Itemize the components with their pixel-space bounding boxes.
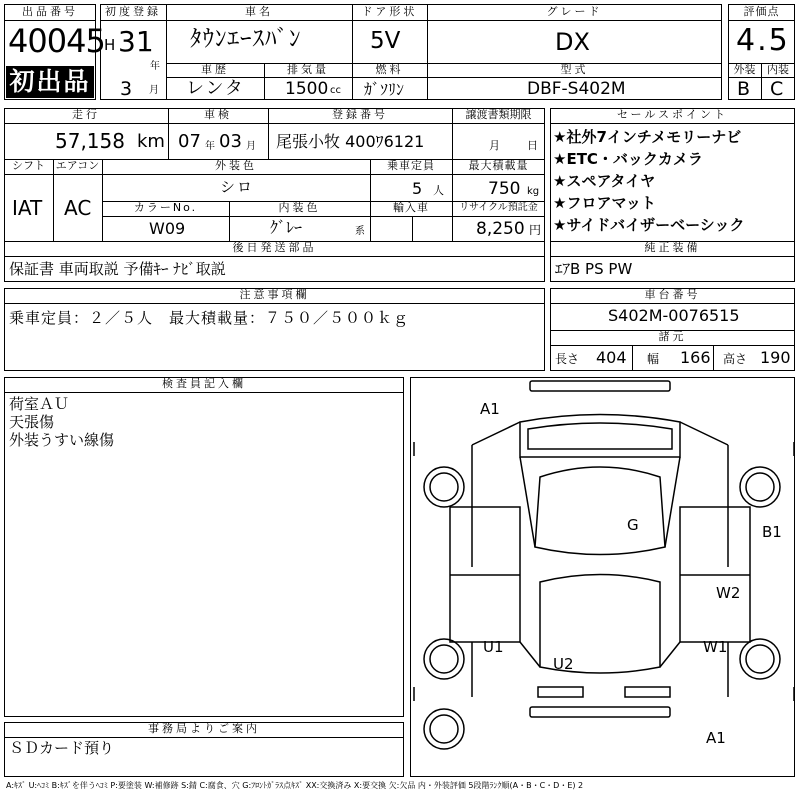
- load-label: 最大積載量: [468, 159, 529, 172]
- color-number: W09: [149, 219, 186, 238]
- transfer-day-unit: 日: [527, 139, 538, 152]
- office-label: 事務局よりご案内: [148, 722, 260, 735]
- later-parts-text: 保証書 車両取説 予備ｷｰ ﾅﾋﾞ取説: [9, 260, 226, 278]
- exterior-grade: B: [737, 78, 751, 100]
- insp-year-unit: 年: [205, 141, 215, 152]
- office-text: ＳＤカード預り: [9, 739, 115, 757]
- grade-label: グレード: [546, 5, 603, 18]
- lot-number: 40045: [8, 22, 105, 60]
- grade: DX: [555, 28, 590, 56]
- caution-text: 乗車定員：２／５人 最大積載量：７５０／５００ｋｇ: [9, 309, 410, 327]
- capacity-label: 乗車定員: [387, 159, 435, 172]
- max-load: 750: [488, 179, 521, 199]
- car-name-label: 車名: [245, 5, 273, 18]
- reg-month: 3: [120, 78, 133, 100]
- km-unit: km: [137, 131, 165, 152]
- inspection-label: 車検: [204, 108, 232, 121]
- damage-mark: U2: [553, 655, 574, 673]
- era: H: [104, 36, 116, 54]
- month-unit: 月: [149, 85, 159, 96]
- damage-mark: U1: [483, 638, 504, 656]
- model: DBF-S402M: [527, 79, 626, 99]
- damage-mark: G: [627, 516, 639, 534]
- interior-label: 内装: [767, 63, 789, 76]
- mileage-label: 走行: [72, 108, 100, 121]
- reg-no-label: 登録番号: [332, 108, 388, 121]
- genuine-equipment: ｴｱB PS PW: [555, 260, 633, 278]
- person-unit: 人: [433, 184, 444, 197]
- dims-label: 諸元: [658, 330, 687, 343]
- kei-unit: 系: [355, 226, 365, 237]
- damage-mark: W2: [716, 584, 741, 602]
- width: 166: [680, 348, 711, 367]
- damage-mark: B1: [762, 523, 782, 541]
- inspector-line: 外装うすい線傷: [9, 431, 115, 449]
- ac-label: エアコン: [55, 159, 100, 172]
- sales-point-item: ★サイドバイザーベーシック: [553, 216, 745, 234]
- yen-unit: 円: [529, 223, 542, 237]
- interior-grade: C: [770, 78, 784, 100]
- inspector-label: 検査員記入欄: [162, 377, 246, 390]
- body-color: シロ: [220, 178, 255, 196]
- door-label: ドア形状: [361, 5, 418, 18]
- model-label: 型式: [560, 63, 589, 76]
- recycle-label: リサイクル預託金: [459, 202, 538, 213]
- fuel-label: 燃料: [375, 63, 404, 76]
- car-name: ﾀｳﾝｴｰｽﾊﾞﾝ: [190, 26, 302, 52]
- first-reg-label: 初度登録: [105, 5, 161, 18]
- sales-point-item: ★スペアタイヤ: [553, 172, 656, 190]
- interior-color: ｸﾞﾚｰ: [270, 218, 303, 237]
- inspector-line: 荷室ＡＵ: [9, 395, 70, 413]
- sales-points-label: セールスポイント: [616, 108, 728, 121]
- inspector-line: 天張傷: [9, 413, 55, 431]
- chassis-label: 車台番号: [644, 288, 701, 301]
- later-parts-label: 後日発送部品: [232, 241, 317, 254]
- sales-point-item: ★社外7インチメモリーナビ: [553, 128, 742, 146]
- color-label: 外装色: [215, 159, 257, 172]
- length-label: 長さ: [555, 352, 580, 366]
- inspection-year: 07: [178, 131, 201, 152]
- caution-label: 注意事項欄: [239, 288, 310, 301]
- door-type: 5V: [370, 28, 401, 54]
- reg-year: 31: [118, 25, 154, 58]
- sales-point-item: ★フロアマット: [553, 194, 656, 212]
- score-label: 評価点: [743, 5, 780, 18]
- inspector-box: [4, 377, 404, 717]
- length: 404: [596, 348, 627, 367]
- shift: IAT: [12, 196, 43, 220]
- mileage: 57,158: [55, 129, 125, 153]
- cc-unit: cc: [330, 85, 341, 96]
- damage-mark: W1: [703, 638, 728, 656]
- vehicle-diagram: [410, 377, 795, 777]
- height: 190: [760, 348, 791, 367]
- recycle-fee: 8,250: [476, 219, 525, 239]
- lot-label: 出品番号: [22, 5, 78, 18]
- chassis-number: S402M-0076515: [608, 306, 740, 325]
- shift-label: シフト: [12, 159, 45, 172]
- capacity: 5: [412, 179, 423, 198]
- history-label: 車歴: [201, 63, 229, 76]
- import-label: 輸入車: [393, 201, 429, 214]
- displacement: 1500: [285, 79, 329, 99]
- insp-month-unit: 月: [246, 141, 256, 152]
- damage-mark: A1: [480, 400, 500, 418]
- first-listing-badge: 初出品: [6, 66, 94, 98]
- sales-point-item: ★ETC・バックカメラ: [553, 150, 703, 168]
- fuel: ｶﾞｿﾘﾝ: [364, 80, 405, 99]
- width-label: 幅: [647, 352, 660, 366]
- genuine-label: 純正装備: [644, 241, 701, 254]
- damage-mark: A1: [706, 729, 726, 747]
- score: 4.5: [736, 23, 790, 58]
- color-no-label: カラーNo.: [133, 201, 198, 214]
- history: レンタ: [186, 78, 245, 99]
- air-conditioner: AC: [64, 196, 92, 220]
- kg-unit: kg: [527, 186, 540, 197]
- legend-text: A:ｷｽﾞ U:ﾍｺﾐ B:ｷｽﾞを伴うﾍｺﾐ P:要塗装 W:補修跡 S:錆 C:腐食、穴 G:ﾌﾛﾝﾄｶﾞﾗｽ点ｷｽﾞ XX:交換済み X:要交換 欠:欠品 内・外装評価 5段階ﾗﾝｸ順(A・B・C・D・E) 2: [6, 781, 584, 790]
- inspection-month: 03: [219, 131, 242, 152]
- interior-color-label: 内装色: [278, 201, 321, 214]
- registration-number: 尾張小牧 400ﾜ6121: [276, 132, 425, 151]
- transfer-month-unit: 月: [489, 139, 500, 152]
- exterior-label: 外装: [733, 63, 756, 76]
- displacement-label: 排気量: [287, 63, 329, 76]
- height-label: 高さ: [723, 352, 748, 366]
- year-unit: 年: [150, 61, 160, 72]
- transfer-label: 譲渡書類期限: [465, 108, 532, 121]
